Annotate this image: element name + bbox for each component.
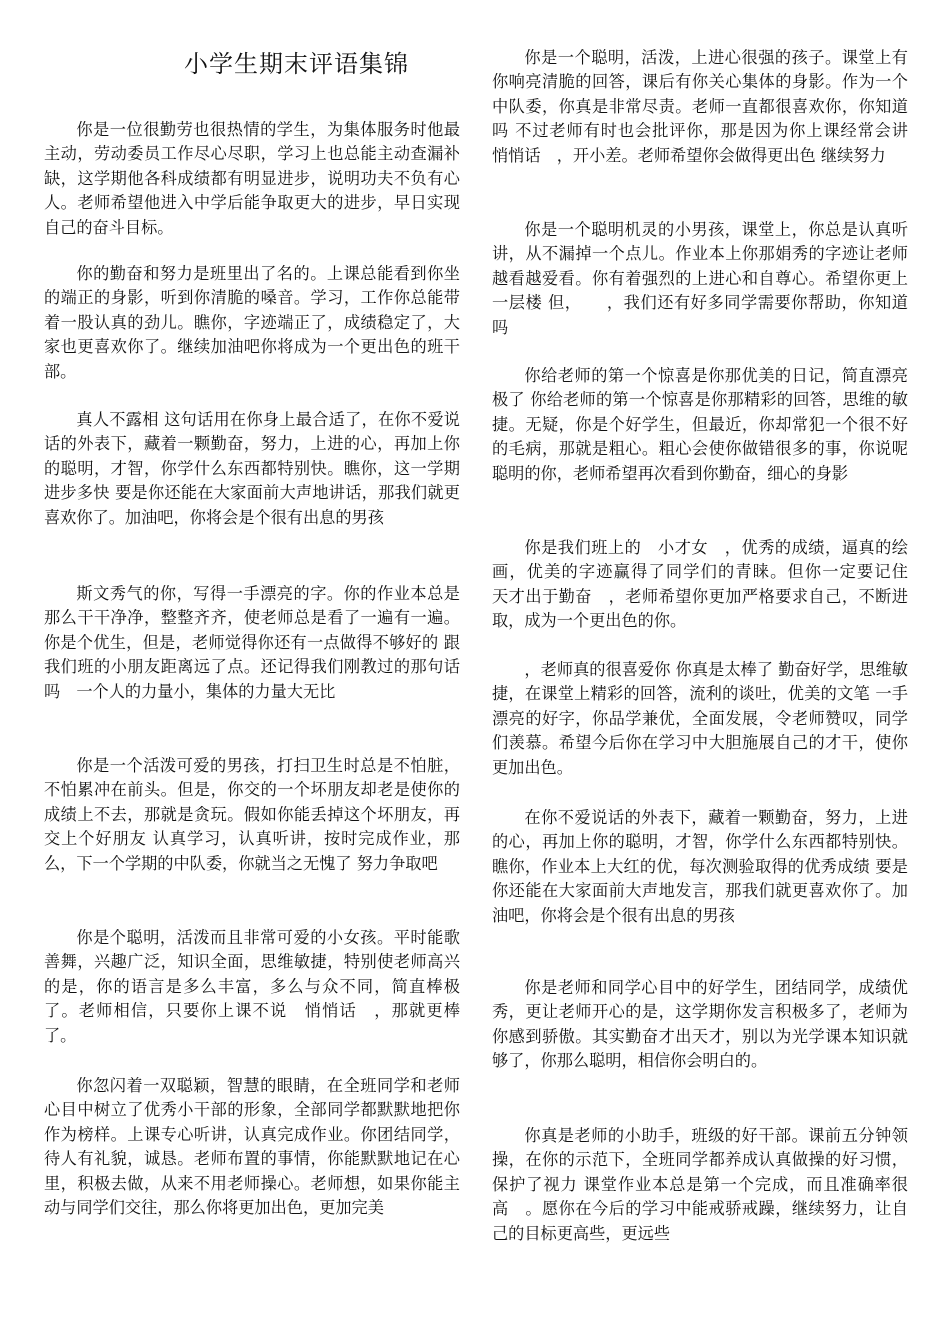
- comment-paragraph: 你是一位很勤劳也很热情的学生，为集体服务时他最主动，劳动委员工作尽心尽职，学习上也总能主动查漏补缺，这学期他各科成绩都有明显进步，说明功夫不负有心人。老师希望他进入中学后能争取更大的进步，早日实现自己的奋斗目标。: [44, 120, 460, 237]
- document-title: 小学生期末评语集锦: [184, 50, 409, 78]
- comment-paragraph: 斯文秀气的你，写得一手漂亮的字。你的作业本总是那么干干净净，整整齐齐，使老师总是看了一遍有一遍。你是个优生，但是，老师觉得你还有一点做得不够好的 跟我们班的小朋友距离远了点。还记得我们刚教过的那句话吗 一个人的力量小，集体的力量大无比: [44, 584, 460, 701]
- comment-paragraph: 你是一个聪明，活泼，上进心很强的孩子。课堂上有你响亮清脆的回答，课后有你关心集体的身影。作为一个中队委，你真是非常尽责。老师一直都很喜欢你，你知道吗 不过老师有时也会批评你，那是因为你上课经常会讲 悄悄话 ，开小差。老师希望你会做得更出色 继续努力: [492, 48, 925, 165]
- comment-paragraph: 你忽闪着一双聪颖，智慧的眼睛，在全班同学和老师心目中树立了优秀小干部的形象，全部同学都默默地把你作为榜样。上课专心听讲，认真完成作业。你团结同学，待人有礼貌，诚恳。老师布置的事情，你能默默地记在心里，积极去做，从来不用老师操心。老师想，如果你能主动与同学们交往，那么你将更加出色，更加完美: [44, 1076, 460, 1218]
- comment-paragraph: ，老师真的很喜爱你 你真是太棒了 勤奋好学，思维敏捷，在课堂上精彩的回答，流利的谈吐，优美的文笔 一手漂亮的好字，你品学兼优，全面发展，令老师赞叹，同学们羡慕。希望今后你在学习中大胆施展自己的才干，使你更加出色。: [492, 660, 908, 777]
- comment-paragraph: 你是我们班上的 小才女 ，优秀的成绩，逼真的绘画，优美的字迹赢得了同学们的青睐。但你一定要记住 天才出于勤奋 ，老师希望你更加严格要求自己，不断进取，成为一个更出色的你。: [492, 538, 925, 631]
- comment-paragraph: 你是一个活泼可爱的男孩，打扫卫生时总是不怕脏，不怕累冲在前头。但是，你交的一个坏朋友却老是使你的成绩上不去，那就是贪玩。假如你能丢掉这个坏朋友，再交上个好朋友 认真学习，认真听讲，按时完成作业，那么，下一个学期的中队委，你就当之无愧了 努力争取吧: [44, 756, 460, 873]
- comment-paragraph: 你是老师和同学心目中的好学生，团结同学，成绩优秀，更让老师开心的是，这学期你发言积极多了，老师为你感到骄傲。其实勤奋才出天才，别以为光学课本知识就够了，你那么聪明，相信你会明白的。: [492, 978, 908, 1071]
- comment-paragraph: 你是一个聪明机灵的小男孩，课堂上，你总是认真听讲，从不漏掉一个点儿。作业本上你那娟秀的字迹让老师越看越爱看。你有着强烈的上进心和自尊心。希望你更上一层楼 但， ，我们还有好多同学需要你帮助，你知道吗: [492, 220, 908, 337]
- comment-paragraph: 你真是老师的小助手，班级的好干部。课前五分钟领操，在你的示范下，全班同学都养成认真做操的好习惯，保护了视力 课堂作业本总是第一个完成，而且准确率很高 。愿你在今后的学习中能戒骄戒躁，继续努力，让自己的目标更高些，更远些: [492, 1126, 908, 1243]
- comment-paragraph: 真人不露相 这句话用在你身上最合适了，在你不爱说话的外表下，藏着一颗勤奋，努力，上进的心，再加上你的聪明，才智，你学什么东西都特别快。瞧你，这一学期进步多快 要是你还能在大家面前大声地讲话，那我们就更喜欢你了。加油吧，你将会是个很有出息的男孩: [44, 410, 460, 527]
- comment-paragraph: 在你不爱说话的外表下，藏着一颗勤奋，努力，上进的心，再加上你的聪明，才智，你学什么东西都特别快。瞧你，作业本上大红的优，每次测验取得的优秀成绩 要是你还能在大家面前大声地发言，那我们就更喜欢你了。加油吧，你将会是个很有出息的男孩: [492, 808, 908, 925]
- comment-paragraph: 你是个聪明，活泼而且非常可爱的小女孩。平时能歌善舞，兴趣广泛，知识全面，思维敏捷，特别使老师高兴的是，你的语言是多么丰富，多么与众不同，简直棒极了。老师相信，只要你上课不说 悄悄话 ，那就更棒了。: [44, 928, 460, 1045]
- comment-paragraph: 你的勤奋和努力是班里出了名的。上课总能看到你坐的端正的身影，听到你清脆的嗓音。学习，工作你总能带着一股认真的劲儿。瞧你，字迹端正了，成绩稳定了，大家也更喜欢你了。继续加油吧你将成为一个更出色的班干部。: [44, 264, 460, 381]
- comment-paragraph: 你给老师的第一个惊喜是你那优美的日记，简直漂亮极了 你给老师的第一个惊喜是你那精彩的回答，思维的敏捷。无疑，你是个好学生，但最近，你却常犯一个很不好的毛病，那就是粗心。粗心会使你做错很多的事，你说呢 聪明的你，老师希望再次看到你勤奋，细心的身影: [492, 366, 908, 483]
